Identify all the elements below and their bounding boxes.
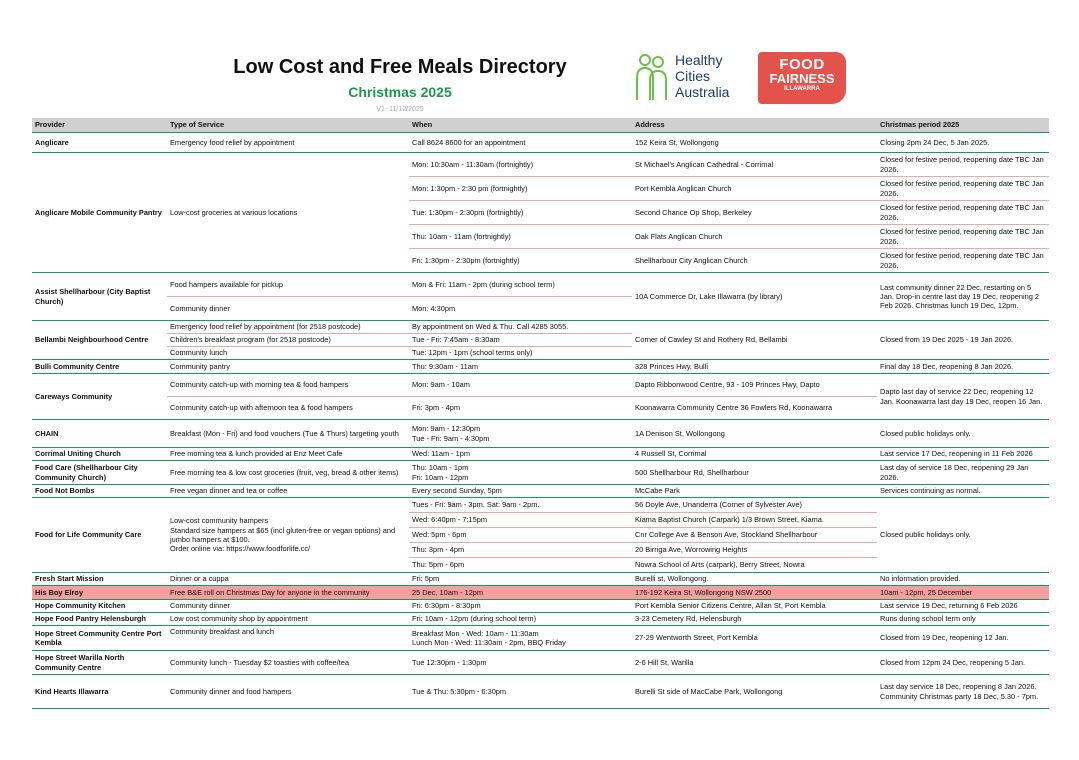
christmas-cell: Last community dinner 22 Dec, restarting on 5 Jan. Drop-in centre last day 19 Dec, reopening 2 Feb 2026. Christmas lunch 19 Dec, 12pm.	[877, 273, 1049, 321]
christmas-cell: 10am - 12pm, 25 December	[877, 586, 1049, 600]
table-header-row	[32, 118, 1049, 133]
when-line: Mon: 9am - 12:30pm	[412, 424, 481, 434]
address-cell: 56 Doyle Ave, Unanderra (Corner of Sylvester Ave)	[632, 498, 877, 513]
provider-cell: Food Care (Shellharbour City Community Church)	[32, 461, 167, 485]
address-cell: 4 Russell St, Corrimal	[632, 448, 877, 461]
service-cell: Community breakfast and lunch	[167, 626, 409, 651]
table-row	[32, 498, 1049, 513]
service-cell: Free vegan dinner and tea or coffee	[167, 485, 409, 498]
service-cell: Community catch-up with afternoon tea & food hampers	[167, 397, 409, 420]
service-cell: Dinner or a cuppa	[167, 573, 409, 586]
table-row	[32, 651, 1049, 675]
table-row	[32, 626, 1049, 651]
when-cell: Wed: 11am - 1pm	[409, 448, 632, 461]
page-title: Low Cost and Free Meals Directory	[233, 56, 567, 78]
when-cell: Every second Sunday, 5pm	[409, 485, 632, 498]
header-christmas: Christmas period 2025	[877, 118, 1049, 133]
when-cell: Mon: 9am - 10am	[409, 374, 632, 397]
when-cell: Thu: 10am - 11am (fortnightly)	[409, 225, 632, 249]
when-cell: Tue - Fri: 7:45am - 8:30am	[409, 334, 632, 347]
when-line: Lunch Mon - Wed: 11:30am - 2pm, BBQ Friday	[412, 638, 566, 647]
when-cell: Fri: 10am - 12pm (during school term)	[409, 613, 632, 626]
christmas-cell: Last day of service 18 Dec, reopening 29 Jan 2026.	[877, 461, 1049, 485]
header-service: Type of Service	[167, 118, 409, 133]
food-fairness-logo	[758, 52, 846, 104]
service-cell: Breakfast (Mon - Fri) and food vouchers (Tue & Thurs) targeting youth	[167, 420, 409, 448]
address-cell: McCabe Park	[632, 485, 877, 498]
address-cell: Second Chance Op Shop, Berkeley	[632, 201, 877, 225]
ff-line2: FAIRNESS	[769, 71, 835, 86]
provider-cell: Hope Food Pantry Helensburgh	[32, 613, 167, 626]
address-cell: Cnr College Ave & Benson Ave, Stockland Shellharbour	[632, 528, 877, 543]
service-cell: Low-cost groceries at various locations	[167, 153, 409, 273]
when-cell: Mon: 1:30pm - 2:30 pm (fortnightly)	[409, 177, 632, 201]
when-cell: Fri: 5pm	[409, 573, 632, 586]
address-cell: Shellharbour City Anglican Church	[632, 249, 877, 273]
address-cell: 1A Denison St, Wollongong	[632, 420, 877, 448]
christmas-cell: Closed for festive period, reopening date TBC Jan 2026.	[877, 225, 1049, 249]
christmas-cell: Closed for festive period, reopening date TBC Jan 2026.	[877, 249, 1049, 273]
when-cell: Mon: 10:30am - 11:30am (fortnightly)	[409, 153, 632, 177]
people-icon	[633, 52, 671, 104]
header-provider: Provider	[32, 118, 167, 133]
hca-line2: Cities	[675, 68, 711, 84]
address-cell: 27-29 Wentworth Street, Port Kembla	[632, 626, 877, 651]
christmas-cell: Closed for festive period, reopening date TBC Jan 2026.	[877, 153, 1049, 177]
when-cell: Fri: 1:30pm - 2:30pm (fortnightly)	[409, 249, 632, 273]
christmas-cell: Services continuing as normal.	[877, 485, 1049, 498]
christmas-cell: Last day service 18 Dec, reopening 8 Jan 2026. Community Christmas party 18 Dec, 5.30 - 7pm.	[877, 675, 1049, 709]
when-cell: Fri: 6:30pm - 8:30pm	[409, 600, 632, 613]
table-row	[32, 613, 1049, 626]
service-cell: Community dinner	[167, 600, 409, 613]
when-cell: Mon & Fri: 11am - 2pm (during school term)	[409, 273, 632, 297]
provider-cell: Food Not Bombs	[32, 485, 167, 498]
hca-line1: Healthy	[675, 52, 723, 68]
provider-cell: Hope Street Warilla North Community Centre	[32, 651, 167, 675]
table-row	[32, 485, 1049, 498]
provider-cell: Bellambi Neighbourhood Centre	[32, 321, 167, 360]
address-cell: Port Kembla Anglican Church	[632, 177, 877, 201]
christmas-cell: Closed public holidays only.	[877, 420, 1049, 448]
service-cell	[167, 498, 409, 573]
address-cell: Dapto Ribbonwood Centre, 93 - 109 Princes Hwy, Dapto	[632, 374, 877, 397]
when-cell: Thu: 3pm - 4pm	[409, 543, 632, 558]
address-cell: 10A Commerce Dr, Lake Illawarra (by library)	[632, 273, 877, 321]
service-cell: Free morning tea & lunch provided at Enz Meet Cafe	[167, 448, 409, 461]
address-cell: 176-192 Keira St, Wollongong NSW 2500	[632, 586, 877, 600]
when-cell: Thu: 9:30am - 11am	[409, 360, 632, 374]
christmas-cell: Final day 18 Dec, reopening 8 Jan 2026.	[877, 360, 1049, 374]
address-cell: 2-6 Hill St, Warilla	[632, 651, 877, 675]
address-cell: 500 Shellharbour Rd, Shellharbour	[632, 461, 877, 485]
table-row	[32, 321, 1049, 334]
provider-cell: Assist Shellharbour (City Baptist Church)	[32, 273, 167, 321]
provider-cell: Anglicare Mobile Community Pantry	[32, 153, 167, 273]
table-row	[32, 133, 1049, 153]
service-cell: Food hampers available for pickup	[167, 273, 409, 297]
when-cell: Fri: 3pm - 4pm	[409, 397, 632, 420]
christmas-cell: Last service 19 Dec, returning 6 Feb 2026	[877, 600, 1049, 613]
service-line: Standard size hampers at $65 (incl gluten-free or vegan options) and jumbo hampers at $100.	[170, 525, 396, 544]
when-cell: Call 8624 8600 for an appointment	[409, 133, 632, 153]
when-cell: By appointment on Wed & Thu. Call 4285 3055.	[409, 321, 632, 334]
provider-cell: Careways Community	[32, 374, 167, 420]
service-line: Order online via: https://www.foodforlife.cc/	[170, 544, 311, 554]
version-label: V1- 11/12/2025	[376, 106, 424, 113]
when-cell: Thu: 5pm - 6pm	[409, 558, 632, 573]
when-cell	[409, 461, 632, 485]
directory-table	[32, 118, 1049, 709]
provider-cell: Fresh Start Mission	[32, 573, 167, 586]
address-cell: Burelli St side of MacCabe Park, Wollongong	[632, 675, 877, 709]
when-cell	[409, 626, 632, 651]
service-cell: Children's breakfast program (for 2518 postcode)	[167, 334, 409, 347]
address-cell: 152 Keira St, Wollongong	[632, 133, 877, 153]
header-when: When	[409, 118, 632, 133]
when-cell: Tue: 1:30pm - 2:30pm (fortnightly)	[409, 201, 632, 225]
service-cell: Low cost community shop by appointment	[167, 613, 409, 626]
service-cell: Community lunch - Tuesday $2 toasties with coffee/tea	[167, 651, 409, 675]
christmas-cell: Closed for festive period, reopening date TBC Jan 2026.	[877, 201, 1049, 225]
address-cell: St Michael's Anglican Cathedral - Corrimal	[632, 153, 877, 177]
christmas-cell: Closed for festive period, reopening date TBC Jan 2026.	[877, 177, 1049, 201]
provider-cell: Kind Hearts Illawarra	[32, 675, 167, 709]
provider-cell: His Boy Elroy	[32, 586, 167, 600]
provider-cell: Hope Community Kitchen	[32, 600, 167, 613]
provider-cell: Bulli Community Centre	[32, 360, 167, 374]
address-cell: Nowra School of Arts (carpark), Berry Street, Nowra	[632, 558, 877, 573]
christmas-cell: Closed from 12pm 24 Dec, reopening 5 Jan.	[877, 651, 1049, 675]
service-cell: Community lunch	[167, 347, 409, 360]
service-cell: Community catch-up with morning tea & food hampers	[167, 374, 409, 397]
table-row	[32, 420, 1049, 448]
address-cell: Corner of Cawley St and Rothery Rd, Bellambi	[632, 321, 877, 360]
provider-cell: Food for Life Community Care	[32, 498, 167, 573]
when-cell: Wed: 5pm - 6pm	[409, 528, 632, 543]
christmas-cell: Closed from 19 Dec 2025 - 19 Jan 2026.	[877, 321, 1049, 360]
provider-cell: Anglicare	[32, 133, 167, 153]
service-cell: Free B&E roll on Christmas Day for anyone in the community	[167, 586, 409, 600]
when-cell: Mon: 4:30pm	[409, 297, 632, 321]
provider-cell: Corrimal Uniting Church	[32, 448, 167, 461]
address-cell: Burelli st, Wollongong.	[632, 573, 877, 586]
christmas-cell: Closed from 19 Dec, reopening 12 Jan.	[877, 626, 1049, 651]
when-line: Tue - Fri: 9am - 4:30pm	[412, 433, 490, 443]
service-cell: Community dinner and food hampers	[167, 675, 409, 709]
address-cell: Koonawarra Community Centre 36 Fowlers Rd, Koonawarra	[632, 397, 877, 420]
service-line: Low-cost community hampers	[170, 516, 269, 526]
table-row	[32, 675, 1049, 709]
page-subtitle: Christmas 2025	[348, 84, 452, 100]
table-row	[32, 360, 1049, 374]
header-address: Address	[632, 118, 877, 133]
christmas-cell: Closed public holidays only.	[877, 498, 1049, 573]
christmas-cell: Runs during school term only	[877, 613, 1049, 626]
when-cell: Tue 12:30pm - 1:30pm	[409, 651, 632, 675]
christmas-cell: Dapto last day of service 22 Dec, reopening 12 Jan. Koonawarra last day 19 Dec, reopen 16 Jan.	[877, 374, 1049, 420]
table-row	[32, 374, 1049, 397]
address-cell: Kiama Baptist Church (Carpark) 1/3 Brown Street, Kiama.	[632, 513, 877, 528]
christmas-cell: Last service 17 Dec, reopening in 11 Feb 2026	[877, 448, 1049, 461]
table-row	[32, 273, 1049, 297]
hca-line3: Australia	[675, 84, 730, 100]
table-row	[32, 600, 1049, 613]
table-row	[32, 448, 1049, 461]
when-cell: Tue & Thu: 5:30pm - 6:30pm	[409, 675, 632, 709]
address-cell: 20 Birriga Ave, Worrowing Heights	[632, 543, 877, 558]
christmas-cell: Closing 2pm 24 Dec, 5 Jan 2025.	[877, 133, 1049, 153]
ff-line1: FOOD	[779, 56, 825, 73]
ff-line3: ILLAWARRA	[784, 86, 820, 92]
service-cell: Community dinner	[167, 297, 409, 321]
when-cell: Tue: 12pm - 1pm (school terms only)	[409, 347, 632, 360]
when-cell: Wed: 6:40pm - 7:15pm	[409, 513, 632, 528]
when-line: Breakfast Mon - Wed: 10am - 11:30am	[412, 628, 539, 638]
service-cell: Emergency food relief by appointment	[167, 133, 409, 153]
address-cell: 328 Princes Hwy, Bulli	[632, 360, 877, 374]
service-cell: Free morning tea & low cost groceries (fruit, veg, bread & other items)	[167, 461, 409, 485]
healthy-cities-logo	[633, 52, 743, 104]
when-line: Fri: 10am - 12pm	[412, 472, 469, 482]
service-cell: Emergency food relief by appointment (for 2518 postcode)	[167, 321, 409, 334]
service-cell: Community pantry	[167, 360, 409, 374]
table-row	[32, 461, 1049, 485]
table-row	[32, 153, 1049, 177]
provider-cell: CHAIN	[32, 420, 167, 448]
highlighted-row	[32, 586, 1049, 600]
address-cell: Port Kembla Senior Citizens Centre, Allan St, Port Kembla	[632, 600, 877, 613]
address-cell: Oak Flats Anglican Church	[632, 225, 877, 249]
when-cell	[409, 420, 632, 448]
provider-cell: Hope Street Community Centre Port Kembla	[32, 626, 167, 651]
when-cell: Tues - Fri: 9am - 3pm. Sat: 9am - 2pm.	[409, 498, 632, 513]
table-row	[32, 573, 1049, 586]
christmas-cell: No information provided.	[877, 573, 1049, 586]
address-cell: 3-23 Cemetery Rd, Helensburgh	[632, 613, 877, 626]
when-cell: 25 Dec, 10am - 12pm	[409, 586, 632, 600]
when-line: Thu: 10am - 1pm	[412, 463, 469, 473]
